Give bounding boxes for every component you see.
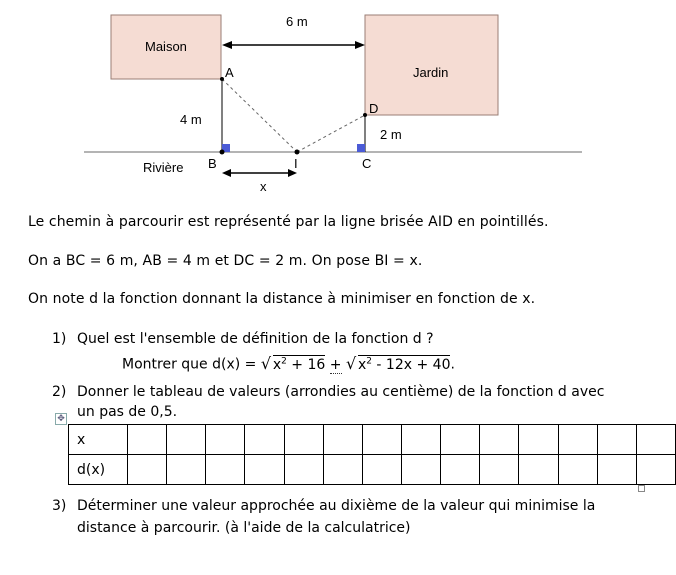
question-2-line2: un pas de 0,5. <box>77 404 178 420</box>
point-i-label: I <box>294 156 298 171</box>
table-cell[interactable] <box>323 425 362 455</box>
paragraph-fonction: On note d la fonction donnant la distance à minimiser en fonction de x. <box>28 291 536 307</box>
rad1-rest: + 16 <box>286 356 326 373</box>
paragraph-chemin: Le chemin à parcourir est représenté par la ligne brisée AID en pointillés. <box>28 214 549 230</box>
table-cell[interactable] <box>480 425 519 455</box>
table-cell[interactable] <box>597 425 636 455</box>
bi-label: x <box>260 179 267 194</box>
table-cell[interactable] <box>127 425 166 455</box>
arrowhead-left-icon <box>222 41 232 49</box>
table-cell[interactable] <box>480 455 519 485</box>
point-d-label: D <box>369 101 379 116</box>
formula-plus: + <box>329 356 342 373</box>
question-2-number: 2) <box>52 384 67 400</box>
table-row <box>69 425 676 455</box>
point-b-label: B <box>208 156 217 171</box>
table-cell[interactable] <box>401 425 440 455</box>
question-3-line2: distance à parcourir. (à l'aide de la calculatrice) <box>77 520 411 536</box>
table-cell[interactable] <box>167 455 206 485</box>
jardin-label: Jardin <box>413 65 449 80</box>
point-d-dot <box>363 113 367 117</box>
path-ai <box>222 79 297 152</box>
table-cell[interactable] <box>284 425 323 455</box>
riviere-label: Rivière <box>143 160 184 175</box>
ab-length-label: 4 m <box>180 112 202 127</box>
table-cell[interactable] <box>127 455 166 485</box>
rad1-x: x <box>272 356 282 373</box>
formula-end: . <box>450 356 455 373</box>
table-move-handle-icon[interactable]: ✥ <box>55 413 67 425</box>
arrowhead-left-icon <box>222 169 231 177</box>
table-cell[interactable] <box>597 455 636 485</box>
table-row <box>69 455 676 485</box>
question-1-formula <box>122 356 455 373</box>
right-angle-c-icon <box>357 144 365 152</box>
table-cell[interactable] <box>441 425 480 455</box>
sqrt-2 <box>346 356 451 373</box>
question-1-text: Quel est l'ensemble de définition de la fonction d ? <box>77 331 434 347</box>
question-2-line1: Donner le tableau de valeurs (arrondies au centième) de la fonction d avec <box>77 384 605 400</box>
table-cell[interactable] <box>519 455 558 485</box>
table-cell[interactable] <box>245 455 284 485</box>
dc-length-label: 2 m <box>380 127 402 142</box>
table-cell[interactable] <box>401 455 440 485</box>
point-i-dot <box>295 150 300 155</box>
table-cell[interactable] <box>636 455 675 485</box>
point-c-label: C <box>362 156 372 171</box>
table-cell[interactable] <box>206 425 245 455</box>
row-header-x: x <box>69 425 128 455</box>
radical-icon: √ <box>260 354 272 373</box>
table-cell[interactable] <box>284 455 323 485</box>
point-a-dot <box>220 77 224 81</box>
table-cell[interactable] <box>441 455 480 485</box>
table-cell[interactable] <box>323 455 362 485</box>
rad1-exp: 2 <box>281 356 287 366</box>
table-cell[interactable] <box>362 425 401 455</box>
radical-icon: √ <box>345 354 357 373</box>
question-1-number: 1) <box>52 331 67 347</box>
point-a-label: A <box>225 65 234 80</box>
table-cell[interactable] <box>636 425 675 455</box>
table-cell[interactable] <box>245 425 284 455</box>
table-resize-handle[interactable] <box>638 485 645 492</box>
rad2-x: x <box>357 356 367 373</box>
sqrt-1 <box>261 356 325 373</box>
point-b-dot <box>220 150 225 155</box>
table-cell[interactable] <box>558 425 597 455</box>
row-header-dx: d(x) <box>69 455 128 485</box>
arrowhead-right-icon <box>355 41 365 49</box>
question-3-number: 3) <box>52 498 67 514</box>
rad2-rest: - 12x + 40 <box>371 356 451 373</box>
bc-distance-label: 6 m <box>286 14 308 29</box>
values-table <box>68 424 676 485</box>
path-id <box>297 115 365 152</box>
formula-prefix: Montrer que d(x) = <box>122 356 261 373</box>
question-3-line1: Déterminer une valeur approchée au dixième de la valeur qui minimise la <box>77 498 596 514</box>
maison-label: Maison <box>145 39 187 54</box>
geometry-figure <box>0 0 676 205</box>
table-cell[interactable] <box>519 425 558 455</box>
table-cell[interactable] <box>362 455 401 485</box>
paragraph-donnees: On a BC = 6 m, AB = 4 m et DC = 2 m. On pose BI = x. <box>28 253 423 269</box>
table-cell[interactable] <box>558 455 597 485</box>
table-cell[interactable] <box>206 455 245 485</box>
rad2-exp: 2 <box>366 356 372 366</box>
table-cell[interactable] <box>167 425 206 455</box>
